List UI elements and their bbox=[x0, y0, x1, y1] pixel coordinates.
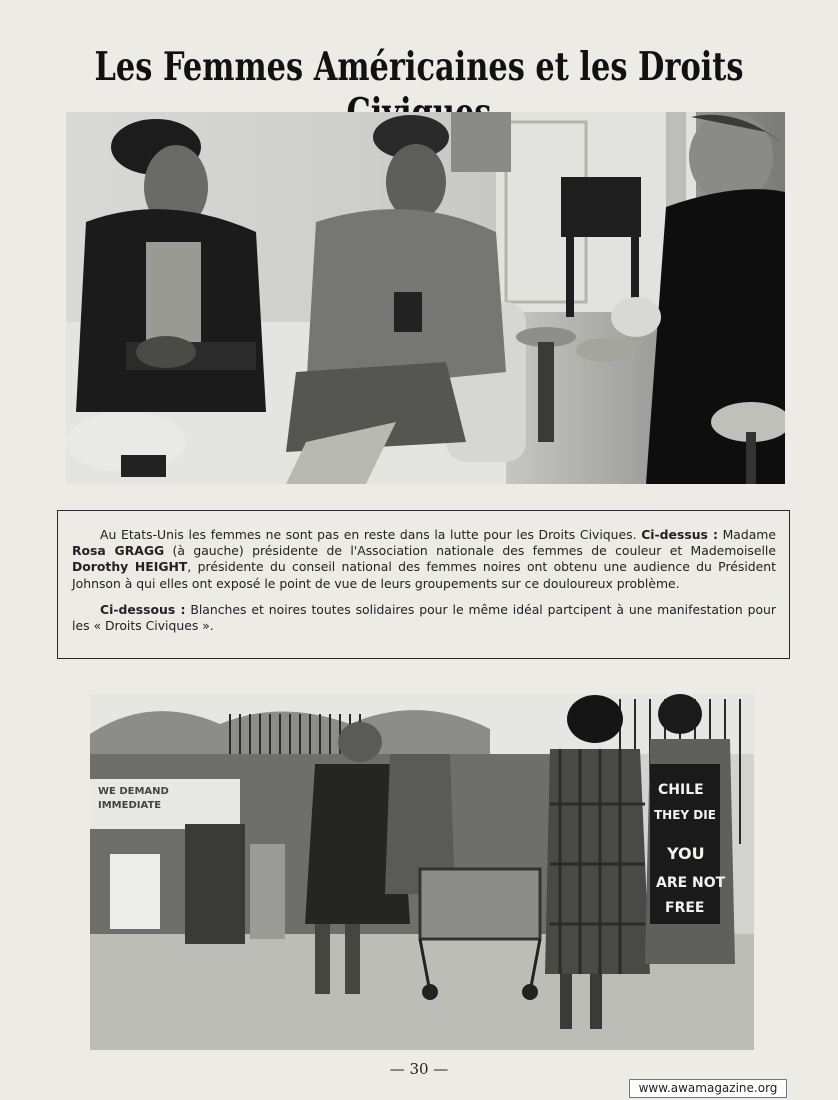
caption-text bbox=[72, 527, 776, 634]
caption-paragraph-2 bbox=[72, 602, 776, 634]
person-name-height: Dorothy HEIGHT bbox=[72, 559, 188, 575]
sign-right-line3: YOU bbox=[667, 844, 705, 863]
sign-left-line1: WE DEMAND bbox=[98, 786, 169, 797]
demonstration-photo bbox=[90, 694, 754, 1050]
caption-text-c: , présidente du conseil national des femmes noires ont obtenu une audience du Président Johnson à qui elles ont exposé le point de vue de leurs groupements sur ce douloureux problème. bbox=[72, 559, 776, 591]
sign-right-line1: CHILE bbox=[658, 782, 704, 798]
caption-intro: Au Etats-Unis les femmes ne sont pas en reste dans la lutte pour les Droits Civiques. bbox=[100, 527, 642, 542]
sign-right-line5: FREE bbox=[665, 900, 705, 916]
page-number: — 30 — bbox=[389, 1060, 449, 1078]
caption-paragraph-1 bbox=[72, 527, 776, 592]
caption-text-a: Madame bbox=[717, 527, 777, 542]
sign-left-line2: IMMEDIATE bbox=[98, 800, 162, 811]
caption-text-d: Blanches et noires toutes solidaires pour le même idéal partcipent à une manifestation pour les « Droits Civiques ». bbox=[72, 601, 777, 634]
caption-label-above: Ci-dessus : bbox=[641, 527, 718, 542]
sign-right-line2: THEY DIE bbox=[654, 808, 716, 822]
caption-text-b: (à gauche) présidente de l'Association nationale des femmes de couleur et Mademoiselle bbox=[164, 543, 776, 559]
sign-right-line4: ARE NOT bbox=[656, 875, 726, 891]
page-title: Les Femmes Américaines et les Droits bbox=[94, 44, 744, 90]
watermark[interactable]: www.awamagazine.org bbox=[629, 1079, 787, 1098]
caption-box bbox=[57, 510, 790, 659]
person-name-gragg: Rosa GRAGG bbox=[72, 543, 165, 559]
caption-label-below: Ci-dessous : bbox=[100, 601, 186, 617]
meeting-photo bbox=[66, 112, 785, 484]
